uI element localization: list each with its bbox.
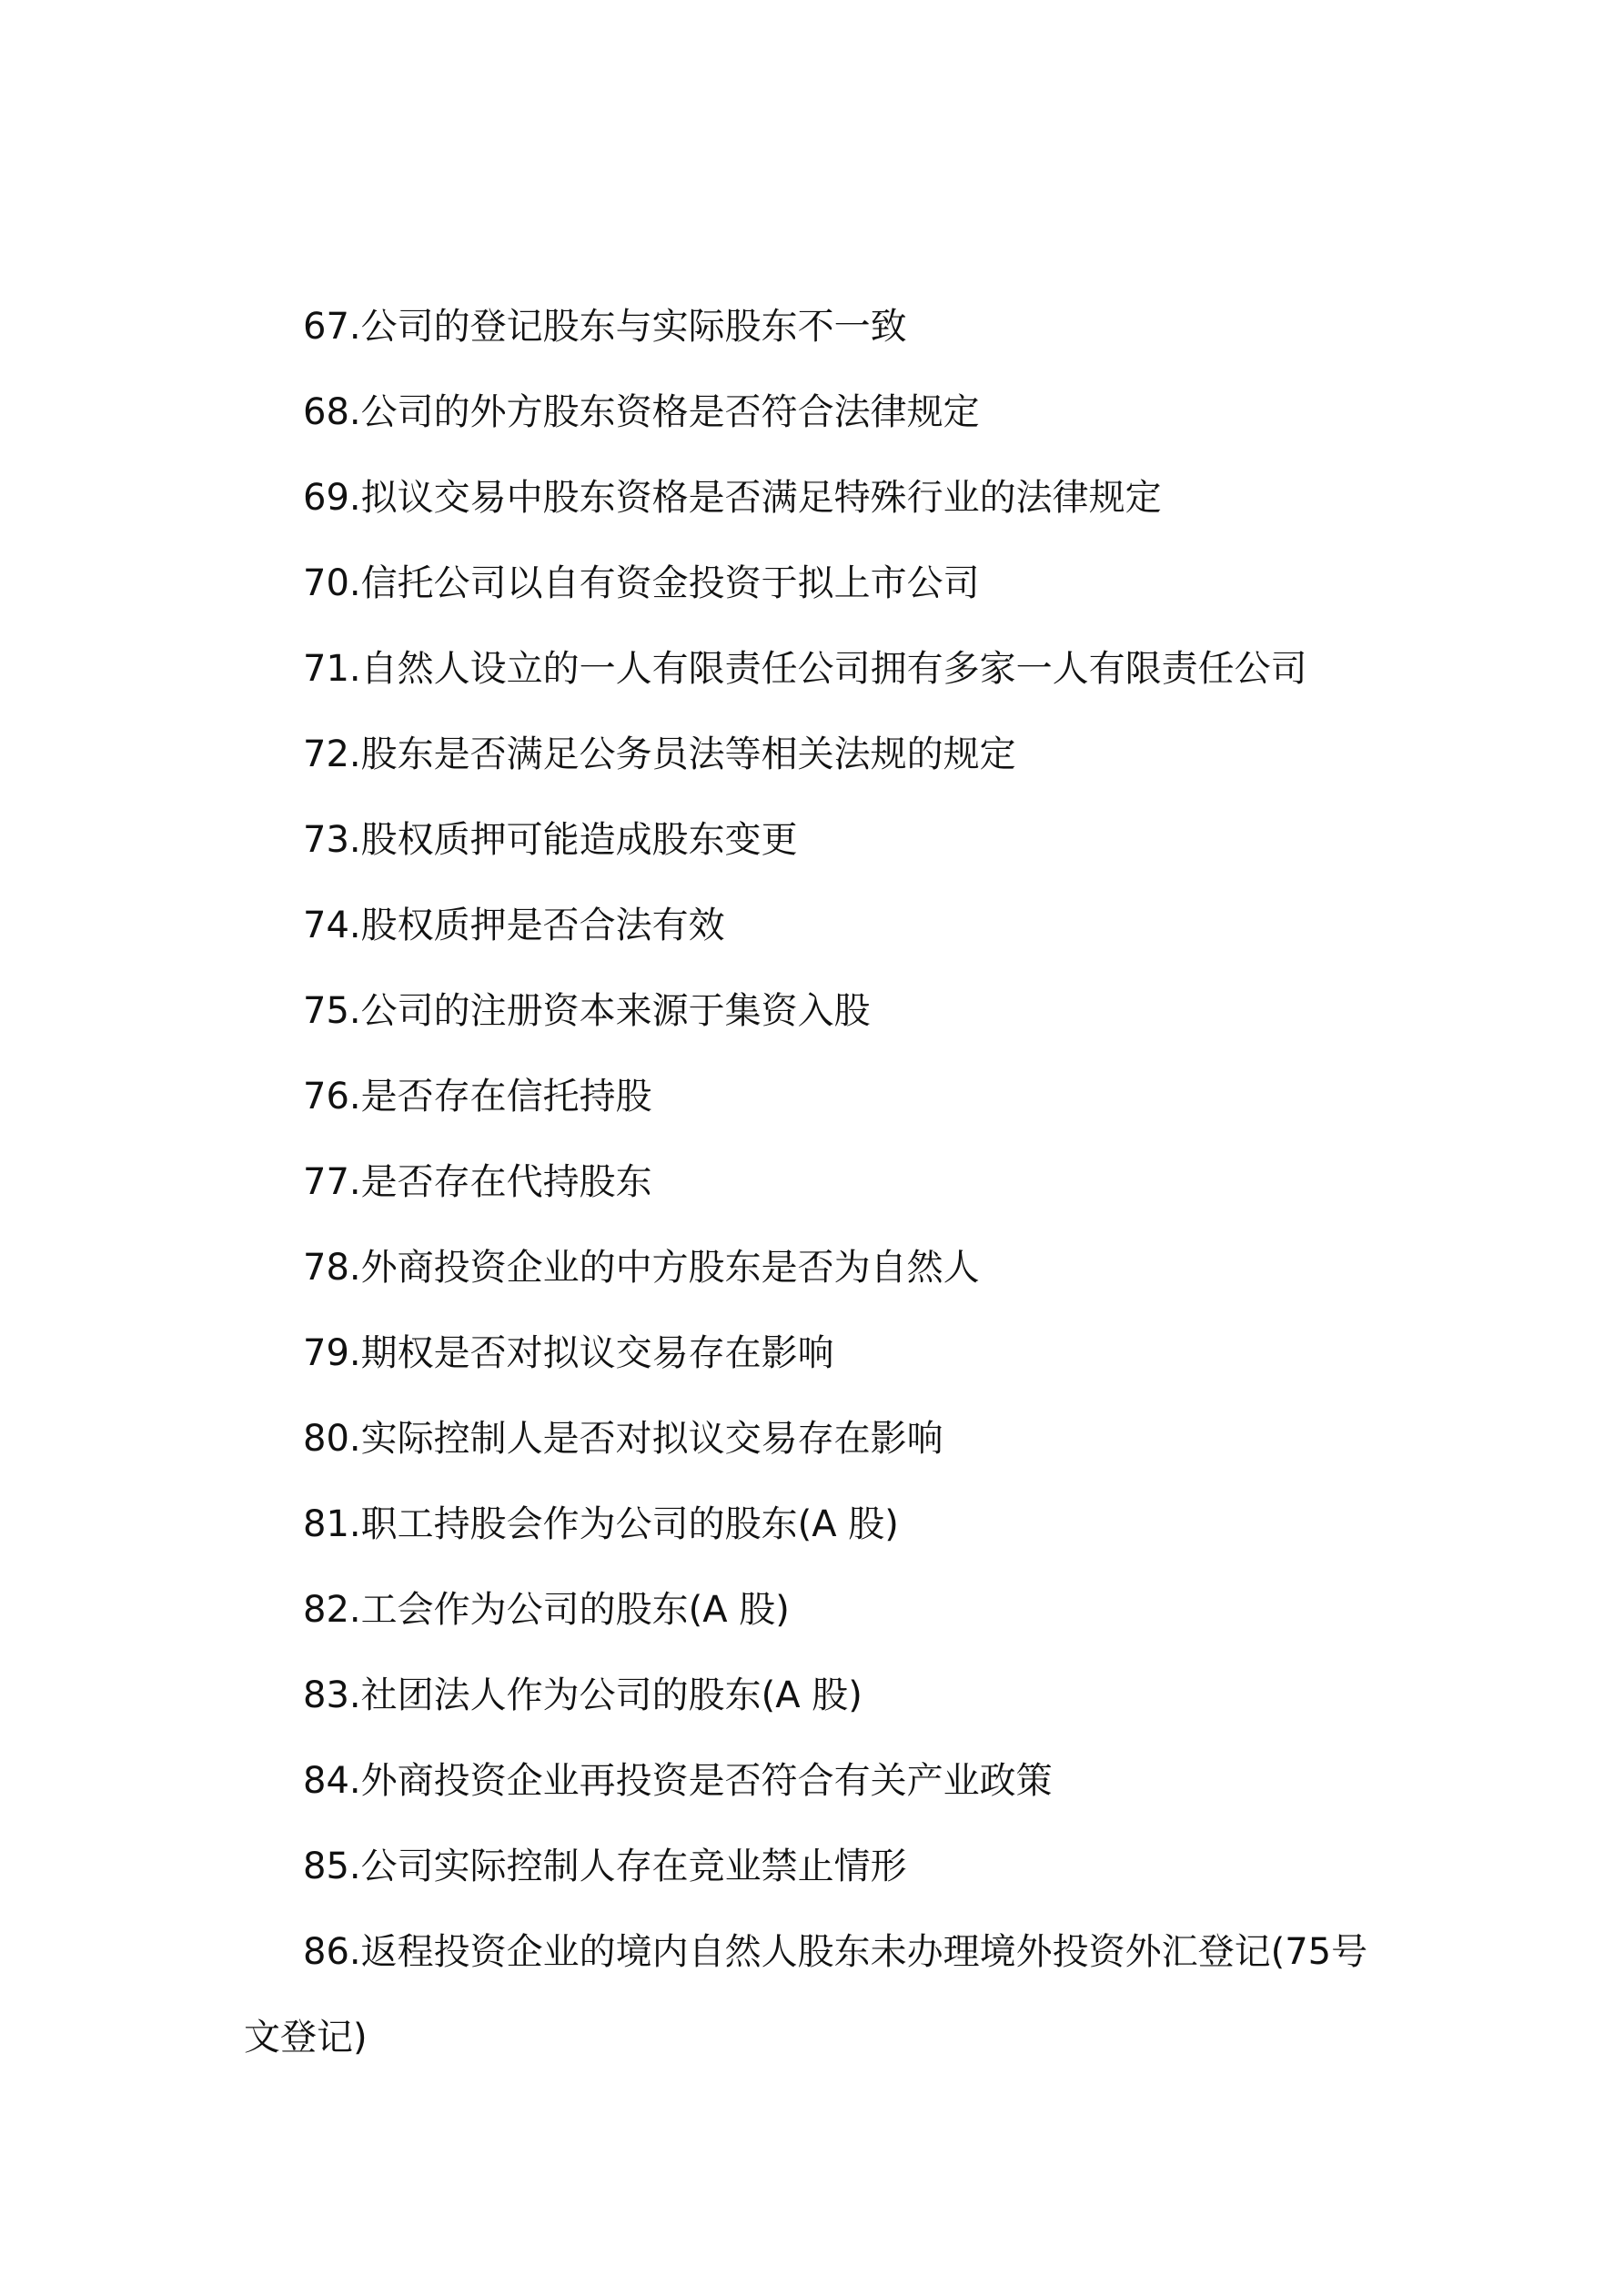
item-text: 68.公司的外方股东资格是否符合法律规定 (303, 391, 980, 433)
list-item (0, 382, 1624, 468)
list-item (0, 468, 1624, 553)
list-item (0, 1409, 1624, 1494)
list-item (0, 724, 1624, 810)
item-text: 83.社团法人作为公司的股东(A 股) (303, 1674, 862, 1716)
item-text: 69.拟议交易中股东资格是否满足特殊行业的法律规定 (303, 477, 1162, 519)
item-text: 86.返程投资企业的境内自然人股东未办理境外投资外汇登记(75号文登记) (244, 1931, 1368, 2058)
list-item (0, 1494, 1624, 1580)
item-text: 67.公司的登记股东与实际股东不一致 (303, 306, 907, 348)
item-text: 73.股权质押可能造成股东变更 (303, 819, 798, 861)
list-item (0, 1152, 1624, 1238)
item-text: 76.是否存在信托持股 (303, 1076, 652, 1118)
list-item (0, 1067, 1624, 1152)
item-text: 85.公司实际控制人存在竞业禁止情形 (303, 1846, 907, 1887)
list-item (0, 895, 1624, 981)
item-text: 78.外商投资企业的中方股东是否为自然人 (303, 1247, 980, 1289)
item-text: 75.公司的注册资本来源于集资入股 (303, 990, 871, 1032)
list-item (0, 639, 1624, 724)
item-text: 71.自然人设立的一人有限责任公司拥有多家一人有限责任公司 (303, 648, 1307, 690)
item-text: 80.实际控制人是否对拟议交易存在影响 (303, 1418, 943, 1460)
item-text: 72.股东是否满足公务员法等相关法规的规定 (303, 733, 1016, 775)
list-item (0, 1751, 1624, 1836)
item-text: 81.职工持股会作为公司的股东(A 股) (303, 1503, 899, 1545)
list-item (0, 1922, 1624, 2086)
item-text: 79.期权是否对拟议交易存在影响 (303, 1332, 834, 1374)
list-item (0, 1665, 1624, 1751)
item-text: 84.外商投资企业再投资是否符合有关产业政策 (303, 1760, 1053, 1802)
list-item (0, 1323, 1624, 1409)
item-text: 77.是否存在代持股东 (303, 1161, 652, 1203)
list-item (0, 810, 1624, 895)
item-text: 70.信托公司以自有资金投资于拟上市公司 (303, 562, 980, 604)
list-item (0, 297, 1624, 382)
list-item (0, 981, 1624, 1067)
list-item (0, 1580, 1624, 1665)
item-text: 74.股权质押是否合法有效 (303, 905, 725, 946)
item-list (0, 297, 1624, 2086)
list-item (0, 553, 1624, 639)
item-text: 82.工会作为公司的股东(A 股) (303, 1589, 790, 1631)
list-item (0, 1238, 1624, 1323)
